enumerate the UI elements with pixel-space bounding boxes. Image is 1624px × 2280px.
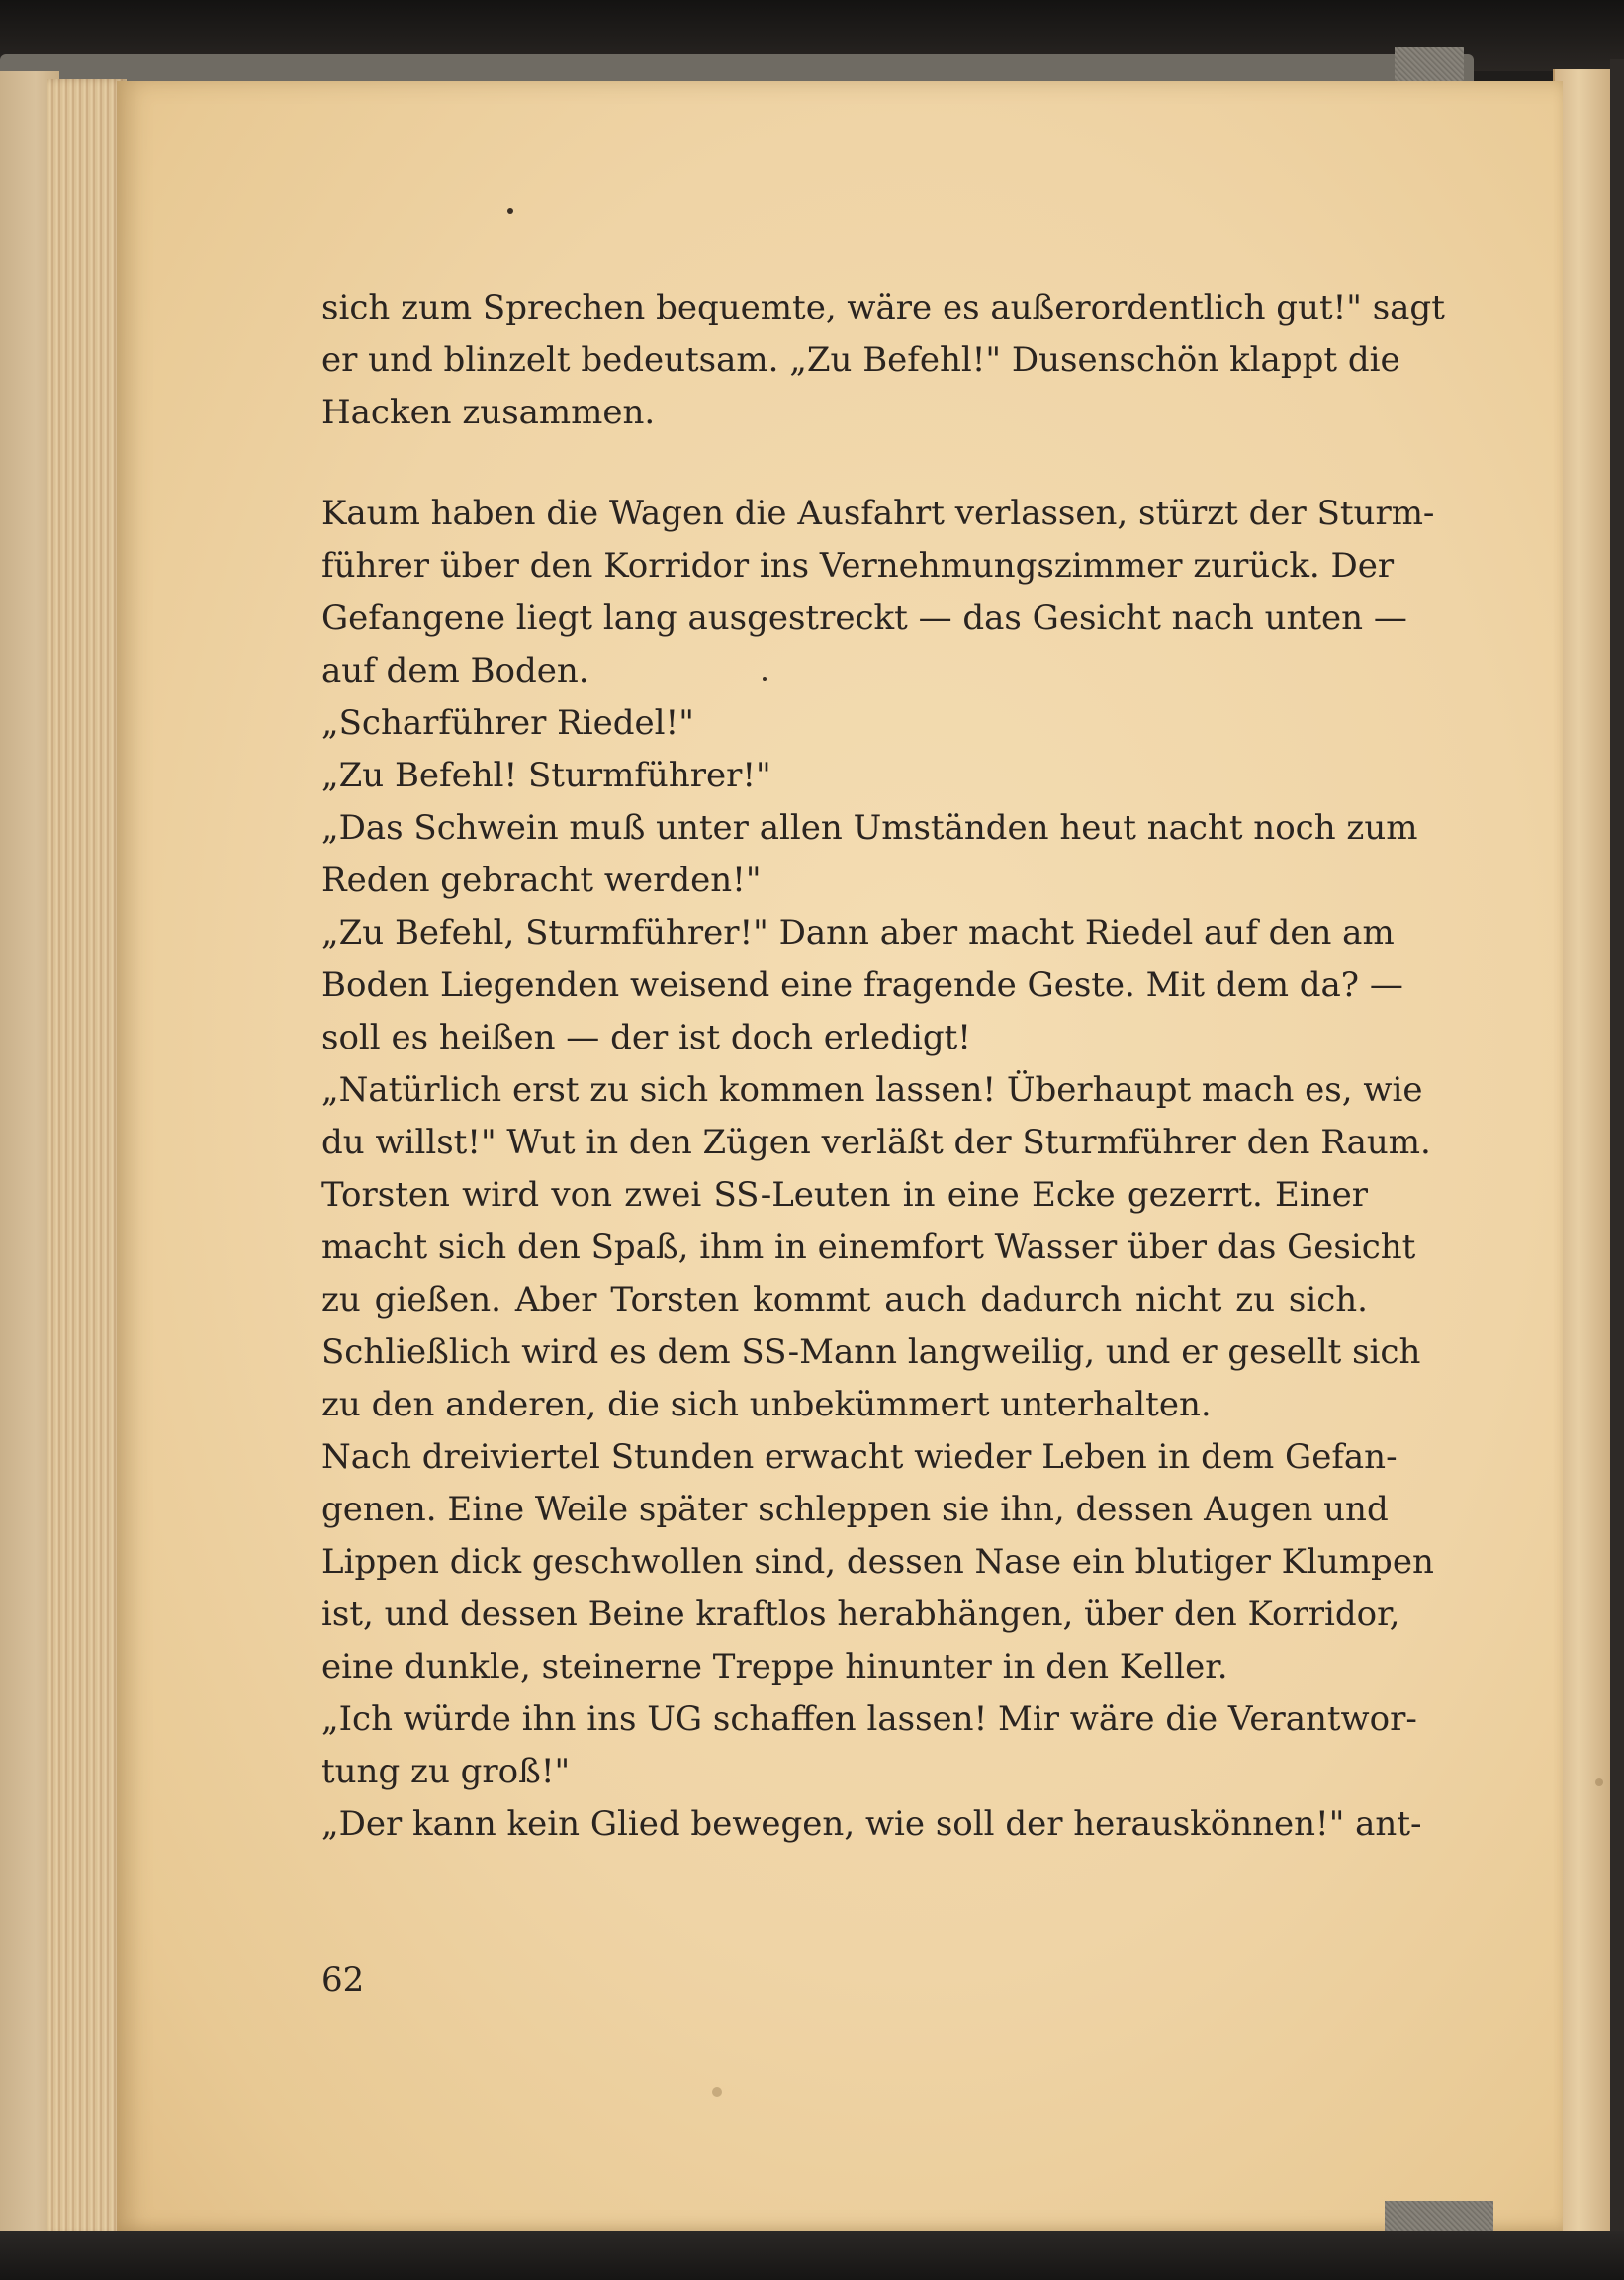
text-line: soll es heißen — der ist doch erledigt! — [321, 1018, 971, 1057]
text-line: „Zu Befehl! Sturmführer!" — [321, 756, 771, 795]
text-line: tung zu groß!" — [321, 1752, 571, 1791]
text-line: „Natürlich erst zu sich kommen lassen! Überhaupt mach es, wie — [321, 1070, 1423, 1110]
text-line: „Das Schwein muß unter allen Umständen heut nacht noch zum — [321, 808, 1418, 848]
right-shadow — [1610, 59, 1624, 2235]
paragraph — [321, 488, 1435, 1851]
text-line: führer über den Korridor ins Vernehmungszimmer zurück. Der — [321, 546, 1395, 586]
text-line: „Zu Befehl, Sturmführer!" Dann aber macht Riedel auf den am — [321, 913, 1395, 953]
text-line: genen. Eine Weile später schleppen sie ihn, dessen Augen und — [321, 1490, 1389, 1529]
text-line: er und blinzelt bedeutsam. „Zu Befehl!" Dusenschön klappt die — [321, 340, 1400, 380]
text-line: Hacken zusammen. — [321, 393, 656, 432]
text-line: zu den anderen, die sich unbekümmert unterhalten. — [321, 1385, 1212, 1424]
ink-speck — [507, 208, 513, 214]
page-number: 62 — [321, 1961, 365, 2000]
text-line: Kaum haben die Wagen die Ausfahrt verlassen, stürzt der Sturm- — [321, 494, 1435, 533]
text-line: „Ich würde ihn ins UG schaffen lassen! Mir wäre die Verantwor- — [321, 1699, 1417, 1739]
stacked-page-edges — [47, 79, 127, 2235]
text-line: Boden Liegenden weisend eine fragende Geste. Mit dem da? — — [321, 965, 1403, 1005]
body-text — [321, 282, 1445, 1851]
text-line: Nach dreiviertel Stunden erwacht wieder Leben in dem Gefan- — [321, 1437, 1398, 1477]
text-line: auf dem Boden. — [321, 651, 589, 690]
text-line: sich zum Sprechen bequemte, wäre es außerordentlich gut!" sagt — [321, 288, 1445, 327]
text-line: eine dunkle, steinerne Treppe hinunter in den Keller. — [321, 1647, 1228, 1687]
text-line: Torsten wird von zwei SS-Leuten in eine Ecke gezerrt. Einer — [321, 1175, 1368, 1215]
text-line: „Scharführer Riedel!" — [321, 703, 694, 743]
text-line: Lippen dick geschwollen sind, dessen Nase ein blutiger Klumpen — [321, 1542, 1434, 1582]
text-line: macht sich den Spaß, ihm in einemfort Wasser über das Gesicht — [321, 1228, 1416, 1267]
scan-background-bottom — [0, 2231, 1624, 2280]
text-line: Gefangene liegt lang ausgestreckt — das Gesicht nach unten — — [321, 598, 1407, 638]
paper-stain — [1595, 1778, 1603, 1786]
text-line: Schließlich wird es dem SS-Mann langweilig, und er gesellt sich — [321, 1332, 1421, 1372]
text-line: zu gießen. Aber Torsten kommt auch dadurch nicht zu sich. — [321, 1280, 1368, 1320]
paper-stain — [712, 2087, 722, 2097]
text-line: Reden gebracht werden!" — [321, 861, 762, 900]
paragraph — [321, 282, 1445, 439]
text-line: du willst!" Wut in den Zügen verläßt der Sturmführer den Raum. — [321, 1123, 1431, 1162]
text-line: „Der kann kein Glied bewegen, wie soll der herauskönnen!" ant- — [321, 1804, 1422, 1844]
text-line: ist, und dessen Beine kraftlos herabhängen, über den Korridor, — [321, 1595, 1400, 1634]
